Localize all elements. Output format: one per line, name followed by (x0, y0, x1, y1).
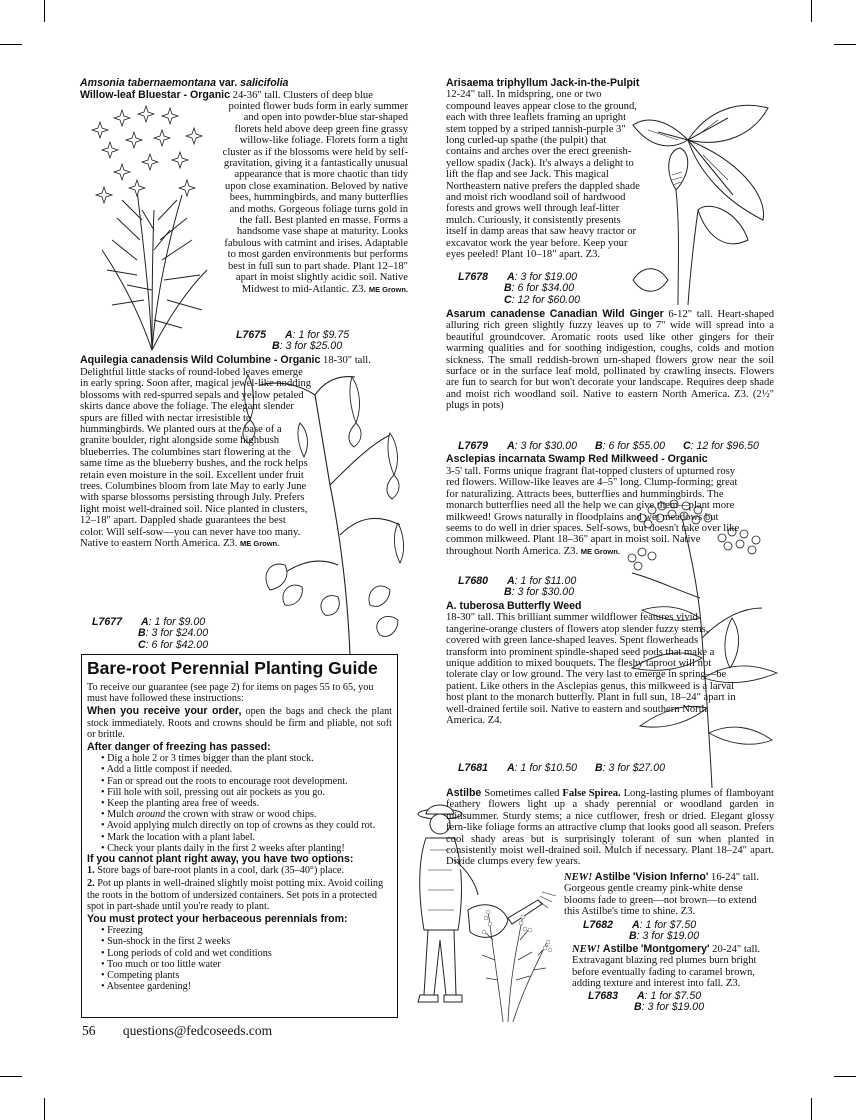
price-line: C: 12 for $60.00 (504, 293, 580, 306)
amsonia-common-name: Willow-leaf Bluestar - Organic (80, 88, 231, 101)
price-value: 3 for $19.00 (642, 930, 700, 943)
list-item: • Fill hole with soil, pressing out air pockets as you go. (101, 787, 392, 798)
price-label: A (636, 990, 645, 1002)
page-footer (82, 1023, 272, 1039)
asclepias-price-list (458, 576, 576, 599)
item-code: L7682 (583, 919, 614, 931)
asarum-description: 6-12" tall. Heart-shaped alluring rich green slightly fuzzy leaves up to 7" wide will spread into a beautiful groundcover. Aromatic roots used like other gingers for their warming qualities and for soothing indigestion, coughs, colds and motion sickness. The small reddish-brown urn-shaped flowers grow near the soil surface or in the surface leaf mold, pollinated by crawling insects. Flowers are fun to search for but won't decorate your landscape. Requires deep shade and moist rich woodland soil. Native to eastern North America. Z3. (2½" plugs in pots) (446, 309, 775, 412)
bluestar-illustration (82, 100, 222, 350)
price-line: B: 3 for $25.00 (272, 340, 343, 353)
mulch-text: Mulch (107, 809, 134, 821)
vision-description: 16-24" tall. Gorgeous gentle creamy pink-white dense blooms fade to green—not brown—to extend this Astilbe's time to shine. Z3. (564, 872, 759, 918)
crop-mark (44, 0, 45, 22)
price-value: 3 for $19.00 (647, 1001, 705, 1014)
jack-in-the-pulpit-illustration (628, 80, 778, 305)
price-label: B (629, 930, 637, 943)
asarum-entry (446, 309, 774, 412)
price-label: A (506, 271, 515, 283)
price-value: 1 for $9.75 (298, 329, 350, 341)
guide-cannot-plant-heading: If you cannot plant right away, you have two options: (87, 853, 354, 866)
aquilegia-common-name: Wild Columbine - Organic (190, 354, 321, 366)
item-code: L7683 (588, 990, 619, 1002)
crop-mark (44, 1098, 45, 1120)
price-line: B: 3 for $19.00 (629, 930, 700, 943)
planting-guide-title: Bare-root Perennial Planting Guide (87, 658, 378, 678)
item-code: L7677 (92, 616, 123, 628)
tuberosa-price-list (458, 763, 665, 774)
tuberosa-latin-name: A. tuberosa (446, 600, 505, 612)
price-label: A (284, 329, 293, 341)
arisaema-latin-name: Arisaema triphyllum (446, 77, 548, 89)
price-value: 1 for $9.00 (154, 616, 206, 628)
amsonia-var-name: salicifolia (240, 77, 289, 89)
price-label: C (504, 293, 512, 306)
new-badge: NEW! (564, 872, 593, 883)
guide-after-freeze-list (87, 753, 392, 854)
item-code: L7678 (458, 271, 489, 283)
aquilegia-me-grown: ME Grown. (240, 539, 280, 549)
amsonia-description-lead: 24-36" tall. Clusters of deep blue (232, 89, 373, 101)
aquilegia-entry (80, 355, 398, 366)
price-label: B (634, 1001, 642, 1014)
amsonia-latin-name: Amsonia tabernaemontana (80, 77, 216, 89)
asclepias-latin-name: Asclepias incarnata (446, 453, 546, 465)
amsonia-price-list (236, 330, 349, 353)
crop-mark (0, 44, 22, 45)
price-line: L7683 A: 1 for $7.50 (588, 990, 702, 1002)
tuberosa-entry (446, 601, 736, 726)
guide-intro: To receive our guarantee (see page 2) for items on pages 55 to 65, you must have followed these instructions: (87, 682, 374, 705)
arisaema-entry (446, 78, 640, 261)
price-line: L7681 A: 1 for $10.50 B: 3 for $27.00 (458, 762, 666, 774)
asclepias-common-name: Swamp Red Milkweed - Organic (548, 453, 708, 465)
guide-protect-list (87, 925, 392, 992)
aquilegia-description-lead: 18-30" tall. (323, 355, 371, 366)
contact-email[interactable]: questions@fedcoseeds.com (122, 1023, 273, 1038)
item-code: L7679 (458, 440, 489, 452)
aquilegia-description-wrap (80, 367, 312, 550)
amsonia-me-grown: ME Grown. (368, 284, 408, 294)
price-value: 3 for $30.00 (517, 586, 575, 599)
price-label: A (506, 762, 515, 774)
list-item (101, 809, 392, 820)
price-value: 3 for $27.00 (608, 762, 666, 774)
vision-inferno-entry (564, 872, 774, 918)
guide-option-1: Store bags of bare-root plants in a cool, dark (35–40°) place. (97, 865, 344, 877)
price-value: 1 for $7.50 (645, 919, 697, 931)
price-line: L7678 A: 3 for $19.00 (458, 271, 578, 283)
vision-common-name: 'Vision Inferno' (632, 871, 709, 883)
list-item: • Dig a hole 2 or 3 times bigger than the plant stock. (101, 753, 392, 764)
planting-guide-box (81, 654, 398, 1018)
list-item: • Add a little compost if needed. (101, 764, 392, 775)
amsonia-description: pointed flower buds form in early summer and open into powder-blue star-shaped florets held above deep green fine grassy willow-like foliage. Florets form a tight cluster as if the blossoms were held by self-gravitation, giving it a fantastically unusual appearance that is more chaotic than tidy upon close examination. Beloved by native bees, hummingbirds, and many butterflies and moths. Gorgeous foliage turns gold in the fall. Best planted en masse. Forms a handsome vase shape at maturity. Looks fabulous with catmint and irises. Adaptable to most garden environments but performs best in full sun to part shade. Plant 12–18" apart in moist slightly acidic soil. Native Midwest to mid-Atlantic. Z3. (222, 101, 408, 295)
price-label: A (506, 440, 515, 452)
amsonia-entry (80, 78, 410, 101)
list-item: • Competing plants (101, 970, 392, 981)
asarum-common-name: Canadian Wild Ginger (549, 308, 664, 320)
list-item: • Too much or too little water (101, 959, 392, 970)
list-item: • Check your plants daily in the first 2 weeks after planting! (101, 843, 392, 854)
price-value: 3 for $24.00 (151, 627, 209, 640)
price-value: 6 for $55.00 (608, 440, 666, 452)
asarum-latin-name: Asarum canadense (446, 308, 546, 320)
price-value: 3 for $30.00 (520, 440, 578, 452)
price-line: B: 3 for $24.00 (138, 627, 209, 640)
crop-mark (811, 1098, 812, 1120)
asclepias-description-wrap (446, 466, 746, 557)
list-item: • Mark the location with a plant label. (101, 832, 392, 843)
list-item: • Fan or spread out the roots to encourage root development. (101, 776, 392, 787)
list-item: • Sun-shock in the first 2 weeks (101, 936, 392, 947)
amsonia-description-wrap (218, 101, 408, 295)
guide-when-receive-text: open the bags and check the plant stock immediately. Roots and crowns should be firm and pliable, not soft or brittle. (87, 706, 393, 740)
price-label: C (682, 440, 691, 452)
list-item: • Avoid applying mulch directly on top of crowns as they could rot. (87, 820, 392, 831)
price-label: C (138, 638, 146, 651)
price-value: 12 for $96.50 (696, 440, 759, 452)
list-item: • Freezing (101, 925, 392, 936)
price-line: B: 3 for $19.00 (634, 1001, 705, 1014)
mulch-text: the crown with straw or wood chips. (167, 809, 317, 821)
price-line: L7680 A: 1 for $11.00 (458, 575, 577, 587)
asclepias-me-grown: ME Grown. (580, 546, 620, 556)
price-label: B (594, 440, 603, 452)
new-badge: NEW! (572, 944, 601, 955)
aquilegia-price-list (92, 617, 208, 651)
asclepias-description: 3-5' tall. Forms unique fragrant flat-topped clusters of upturned rosy red flowers. Willow-like leaves are 4–5" long. Clump-forming; great for naturalizing. Attracts bees, butterflies and hummingbirds. The monarch butterflies need all the help we can give them—plant more milkweed! Grows naturally in floodplains and wet meadows but seems to do well in drier spaces. Self-sows, but doesn't take over like common milkweed. Plant 18–36" apart in moist soil. Native throughout North America. Z3. (446, 466, 740, 557)
list-item: • Keep the planting area free of weeds. (101, 798, 392, 809)
aquilegia-latin-name: Aquilegia canadensis (80, 354, 189, 366)
price-label: A (140, 616, 149, 628)
guide-option-2: Pot up plants in well-drained slightly moist potting mix. Avoid coiling the roots in the bottom of undersized containers. Set pots in a protected spot in part-shade until you're ready to plant. (87, 878, 384, 912)
price-value: 6 for $34.00 (517, 282, 575, 295)
montgomery-price-list (588, 991, 704, 1014)
tuberosa-description: 18-30" tall. This brilliant summer wildflower features vivid tangerine-orange clusters of flowers atop slender fuzzy stems, covered with green lance-shaped leaves. Spent flowerheads transform into prominent spindle-shaped seed pods that make a unique addition to mixed bouquets. The fleshy taproot will not tolerate clay or low ground. The very last to emerge in spring—be patient. Like others in the Asclepias genus, this milkweed is a larval host plant to the monarch butterfly. Plant in full sun, 18–24" apart in well-drained fertile soil. Native to eastern and southern North America. Z4. (446, 612, 736, 727)
price-line: L7682 A: 1 for $7.50 (583, 919, 697, 931)
crop-mark (834, 1076, 856, 1077)
price-value: 3 for $19.00 (520, 271, 578, 283)
list-item: • Absentee gardening! (101, 981, 392, 992)
price-value: 1 for $10.50 (520, 762, 578, 774)
price-line: B: 3 for $30.00 (504, 586, 575, 599)
price-line: C: 6 for $42.00 (138, 638, 209, 651)
price-label: B (594, 762, 603, 774)
price-label: B (504, 282, 512, 295)
crop-mark (0, 1076, 22, 1077)
page-number: 56 (82, 1023, 96, 1038)
price-label: A (506, 575, 515, 587)
price-line: L7677 A: 1 for $9.00 (92, 616, 206, 628)
price-label: B (504, 586, 512, 599)
option-number: 1. (87, 865, 95, 877)
arisaema-price-list (458, 272, 580, 306)
guide-when-receive-heading: When you receive your order, (87, 705, 242, 718)
crop-mark (834, 44, 856, 45)
montgomery-common-name: 'Montgomery' (640, 943, 710, 955)
price-value: 1 for $11.00 (520, 575, 577, 587)
asarum-price-list (458, 441, 759, 452)
option-number: 2. (87, 878, 95, 890)
amsonia-var-word: var. (218, 77, 238, 89)
price-value: 6 for $42.00 (151, 638, 209, 651)
montgomery-description: 20-24" tall. Extravagant blazing red plumes burn bright before eventually fading to caramel brown, adding texture and interest into fall. Z3. (572, 944, 761, 990)
price-label: B (272, 340, 280, 353)
vision-latin-name: Astilbe (594, 871, 631, 883)
astilbe-entry (446, 788, 774, 868)
montgomery-latin-name: Astilbe (602, 943, 639, 955)
price-value: 12 for $60.00 (517, 293, 580, 306)
vision-price-list (583, 920, 699, 943)
montgomery-entry (572, 944, 774, 990)
guide-protect-heading: You must protect your herbaceous perennials from: (87, 913, 348, 926)
price-line: B: 6 for $34.00 (504, 282, 575, 295)
price-value: 3 for $25.00 (285, 340, 343, 353)
astilbe-description: Long-lasting plumes of flamboyant feathery flowers light up a shady perennial or woodland garden in midsummer. Sturdy stems; a nice cutflower, fresh or dried. Elegant glossy fern-like foliage forms an attractive clump that looks good all season. Prefers cool shady areas but is surprisingly tolerant of sun when planted in consistently moist well-drained soil. Mulch if necessary. Plant 18–24" apart. Divide clumps every few years. (446, 788, 775, 868)
item-code: L7681 (458, 762, 489, 774)
price-line: L7679 A: 3 for $30.00 B: 6 for $55.00 C: 12 for $96.50 (458, 440, 759, 452)
astilbe-alias: False Spirea. (562, 788, 621, 799)
arisaema-common-name: Jack-in-the-Pulpit (550, 77, 640, 89)
price-line: L7675 A: 1 for $9.75 (236, 329, 350, 341)
astilbe-lead: Sometimes called (484, 788, 560, 799)
list-item: • Long periods of cold and wet conditions (101, 948, 392, 959)
price-value: 1 for $7.50 (650, 990, 702, 1002)
mulch-emphasis: around (136, 809, 166, 821)
aquilegia-description: Delightful little stacks of round-lobed leaves emerge in early spring. Soon after, magical jewel-like nodding blossoms with red-spurred sepals and yellow petaled skirts dance above the foliage. The elegant slender spurs are filled with nectar irresistible to hummingbirds. We planted ours at the base of a granite boulder, right alongside some highbush blueberries. The columbines start flowering at the same time as the blueberry bushes, and the rock helps retain even moisture in the soil. Excellent under fruit trees. Columbines bloom from late May to early June with sparse blossoms persisting through July. Prefers light moist well-drained soil. Nice planted in clusters, 12–18" apart. Dappled shade guarantees the best color. Will self-sow—you can never have too many. Native to eastern North America. Z3. (80, 367, 312, 550)
item-code: L7675 (236, 329, 267, 341)
tuberosa-common-name: Butterfly Weed (506, 600, 582, 612)
crop-mark (811, 0, 812, 22)
arisaema-description: 12-24" tall. In midspring, one or two compound leaves appear close to the ground, each with three leaflets framing an upright stem topped by a striped tannish-purple 3" long curled-up spathe (the pulpit) that contains and arches over the erect greenish-yellow spadix (Jack). It's always a delight to lift the flap and see Jack. This magical Northeastern native prefers the dappled shade and moist rich woodland soil of hardwood forests and grows well through leaf-litter mulch. Curiously, it consistently presents itself in damp areas that saw heavy tractor or excavator work the year before. Keep your eyes peeled! Plant 10–18" apart. Z3. (446, 89, 640, 261)
asclepias-entry (446, 454, 774, 465)
guide-after-freeze-heading: After danger of freezing has passed: (87, 741, 271, 754)
price-label: B (138, 627, 146, 640)
price-label: A (631, 919, 640, 931)
item-code: L7680 (458, 575, 489, 587)
astilbe-latin-name: Astilbe (446, 787, 482, 799)
